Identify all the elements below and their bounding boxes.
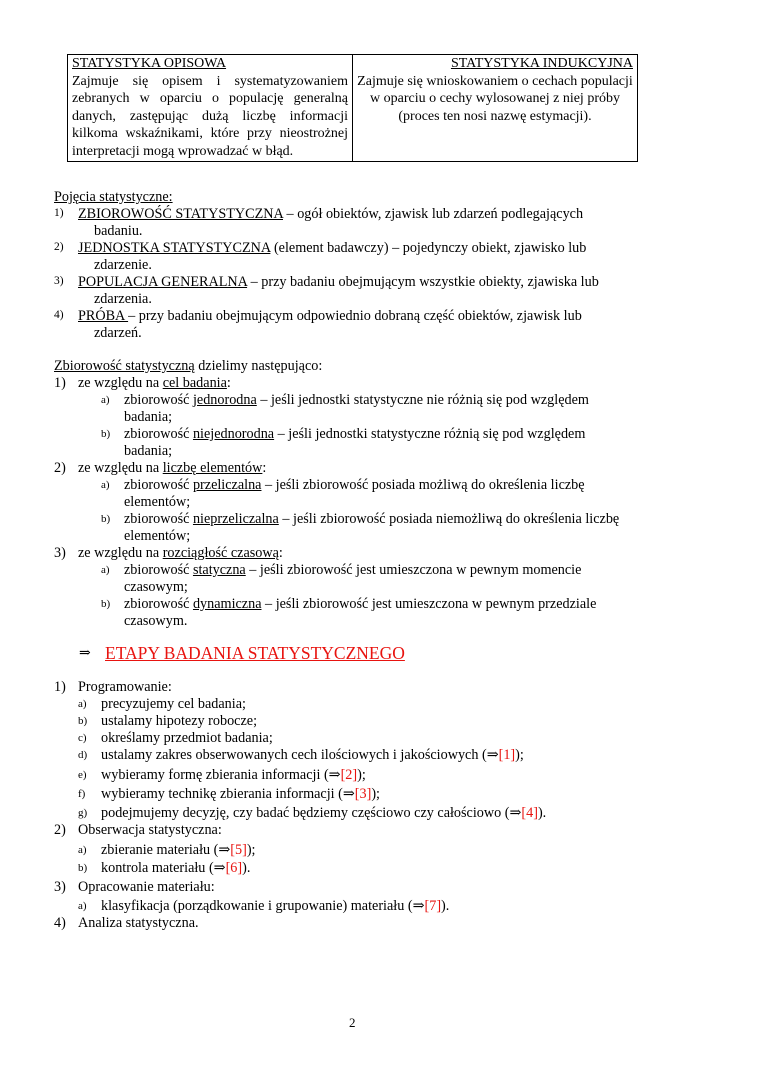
podzial-sub-item [124,562,581,579]
etapy-item [101,898,449,915]
etapy-section-number: 1) [54,679,66,695]
etapy-item-text: precyzujemy cel badania; [101,696,246,712]
etapy-item-letter: e) [78,769,87,781]
etapy-item-letter: f) [78,788,86,800]
podzial-group-prefix: ze względu na [78,460,163,476]
etapy-item [101,747,524,764]
etapy-item-end: ). [537,805,547,821]
etapy-heading: ETAPY BADANIA STATYSTYCZNEGO [105,643,405,663]
pojecia-term: ZBIOROWOŚĆ STATYSTYCZNA [78,206,283,222]
podzial-sub-continuation: badania; [124,443,173,459]
pojecia-item-continuation: zdarzenia. [94,291,152,307]
pojecia-term: PRÓBA [78,308,129,324]
podzial-sub-letter: a) [101,479,110,491]
etapy-section-number: 4) [54,915,66,931]
podzial-sub-definition: – jeśli zbiorowość posiada możliwą do określenia liczbę [261,477,585,493]
pojecia-definition: (element badawczy) – pojedynczy obiekt, zjawisko lub [270,240,587,256]
podzial-sub-term: dynamiczna [192,596,262,612]
etapy-item [101,805,546,822]
etapy-item-text: zbieranie materiału (⇒ [101,842,231,858]
etapy-item-text: ustalamy hipotezy robocze; [101,713,258,729]
podzial-group-term: cel badania [162,375,227,391]
podzial-group-suffix: : [262,460,267,476]
pojecia-item [78,308,582,325]
table-cell-indukcyjna [353,55,638,162]
podzial-sub-prefix: zbiorowość [124,596,193,612]
etapy-section-number: 2) [54,822,66,838]
podzial-sub-prefix: zbiorowość [124,477,193,493]
podzial-sub-term: nieprzeliczalna [192,511,279,527]
etapy-item-reference: [1] [498,747,516,763]
podzial-sub-prefix: zbiorowość [124,392,193,408]
etapy-item-reference: [3] [354,786,372,802]
etapy-item-text: wybieramy technikę zbierania informacji (⇒ [101,786,355,802]
podzial-sub-continuation: czasowym. [124,613,188,629]
etapy-section-label: Analiza statystyczna. [78,915,199,931]
pojecia-definition: – ogół obiektów, zjawisk lub zdarzeń podlegających [283,206,584,222]
opisowa-heading: STATYSTYKA OPISOWA [72,56,227,71]
podzial-sub-item [124,426,585,443]
etapy-item-text: podejmujemy decyzję, czy badać będziemy częściowo czy całościowo (⇒ [101,805,522,821]
podzial-sub-term: jednorodna [192,392,257,408]
podzial-sub-term: przeliczalna [192,477,262,493]
etapy-item-letter: a) [78,900,87,912]
etapy-item [101,696,246,713]
podzial-sub-definition: – jeśli jednostki statystyczne nie różnią się pod względem [256,392,589,408]
podzial-sub-definition: – jeśli jednostki statystyczne różnią się pod względem [274,426,586,442]
etapy-item-reference: [4] [521,805,538,821]
pojecia-item-number: 4) [54,309,64,321]
podzial-title-term: Zbiorowość statystyczną [54,358,195,374]
etapy-item-letter: b) [78,862,88,874]
podzial-sub-item [124,392,589,409]
etapy-item-text: wybieramy formę zbierania informacji (⇒ [101,767,341,783]
podzial-sub-letter: b) [101,598,111,610]
indukcyjna-text: Zajmuje się wnioskowaniem o cechach populacji w oparciu o cechy wylosowanej z niej próby (proces ten nosi nazwę estymacji). [357,73,633,124]
pojecia-item-number: 2) [54,241,64,253]
podzial-sub-prefix: zbiorowość [124,511,193,527]
etapy-item-letter: b) [78,715,88,727]
podzial-sub-term: niejednorodna [192,426,275,442]
etapy-item-reference: [6] [225,860,243,876]
etapy-item-end: ). [242,860,251,876]
pojecia-item-continuation: badaniu. [94,223,143,239]
etapy-item-end: ). [441,898,450,914]
podzial-sub-definition: – jeśli zbiorowość jest umieszczona w pewnym przedziale [261,596,597,612]
podzial-group [78,375,231,392]
pojecia-item [78,240,586,257]
pojecia-title: Pojęcia statystyczne: [54,189,173,205]
pojecia-item-continuation: zdarzenie. [94,257,152,273]
etapy-item [101,767,366,784]
page-number: 2 [349,1015,356,1030]
podzial-group-suffix: : [226,375,231,391]
podzial-sub-term: statyczna [192,562,246,578]
podzial-sub-continuation: elementów; [124,528,191,544]
etapy-item-reference: [2] [340,767,358,783]
podzial-group [78,545,283,562]
etapy-item-end: ); [246,842,256,858]
pojecia-item-number: 1) [54,207,64,219]
etapy-item [101,860,250,877]
etapy-item-text: kontrola materiału (⇒ [101,860,226,876]
podzial-sub-continuation: czasowym; [124,579,188,595]
etapy-item-text: określamy przedmiot badania; [101,730,273,746]
podzial-group-number: 1) [54,375,66,391]
etapy-section-label: Programowanie: [78,679,172,695]
podzial-group-term: liczbę elementów [162,460,263,476]
podzial-group-suffix: : [278,545,283,561]
etapy-item-text: klasyfikacja (porządkowanie i grupowanie) materiału (⇒ [101,898,425,914]
opisowa-text: Zajmuje się opisem i systematyzowaniem zebranych w oparciu o populację generalną danych, zastępując dużą liczbę informacji kilkoma wskaźnikami, które przy nieostrożnej interpretacji mogą wprowadzać w błąd. [72,73,348,159]
etapy-item-letter: d) [78,749,88,761]
podzial-sub-item [124,596,596,613]
arrow-icon: ⇒ [79,646,91,661]
pojecia-definition: – przy badaniu obejmującym odpowiednio dobraną część obiektów, zjawisk lub [128,308,582,324]
podzial-sub-definition: – jeśli zbiorowość jest umieszczona w pewnym momencie [245,562,582,578]
podzial-title [54,358,322,375]
etapy-item [101,842,255,859]
etapy-item [101,786,380,803]
podzial-sub-letter: b) [101,513,111,525]
etapy-item-letter: g) [78,807,88,819]
etapy-item-letter: a) [78,698,87,710]
podzial-group-number: 3) [54,545,66,561]
podzial-sub-continuation: badania; [124,409,173,425]
etapy-section-number: 3) [54,879,66,895]
podzial-sub-definition: – jeśli zbiorowość posiada niemożliwą do określenia liczbę [278,511,620,527]
pojecia-definition: – przy badaniu obejmującym wszystkie obiekty, zjawiska lub [247,274,599,290]
comparison-table [67,54,638,162]
podzial-sub-prefix: zbiorowość [124,426,193,442]
podzial-sub-letter: a) [101,394,110,406]
etapy-section-label: Opracowanie materiału: [78,879,215,895]
etapy-item-end: ); [515,747,524,763]
podzial-group [78,460,266,477]
etapy-item-end: ); [371,786,380,802]
podzial-sub-prefix: zbiorowość [124,562,193,578]
podzial-group-number: 2) [54,460,66,476]
etapy-item [101,730,273,747]
etapy-item-reference: [5] [230,842,247,858]
podzial-sub-letter: a) [101,564,110,576]
pojecia-term: POPULACJA GENERALNA [78,274,248,290]
podzial-group-prefix: ze względu na [78,375,163,391]
indukcyjna-heading: STATYSTYKA INDUKCYJNA [450,56,633,71]
table-cell-opisowa [68,55,353,162]
etapy-item-letter: a) [78,844,87,856]
etapy-section-label: Obserwacja statystyczna: [78,822,222,838]
podzial-sub-item [124,511,619,528]
podzial-sub-continuation: elementów; [124,494,191,510]
etapy-item-reference: [7] [424,898,442,914]
podzial-title-rest: dzielimy następująco: [194,358,323,374]
pojecia-item-number: 3) [54,275,64,287]
podzial-sub-letter: b) [101,428,111,440]
podzial-group-prefix: ze względu na [78,545,163,561]
pojecia-item [78,206,583,223]
etapy-item-end: ); [357,767,366,783]
podzial-group-term: rozciągłość czasową [162,545,279,561]
podzial-sub-item [124,477,585,494]
pojecia-item [78,274,599,291]
etapy-item [101,713,257,730]
pojecia-item-continuation: zdarzeń. [94,325,142,341]
pojecia-term: JEDNOSTKA STATYSTYCZNA [78,240,271,256]
etapy-item-letter: c) [78,732,87,744]
etapy-item-text: ustalamy zakres obserwowanych cech ilościowych i jakościowych (⇒ [101,747,499,763]
